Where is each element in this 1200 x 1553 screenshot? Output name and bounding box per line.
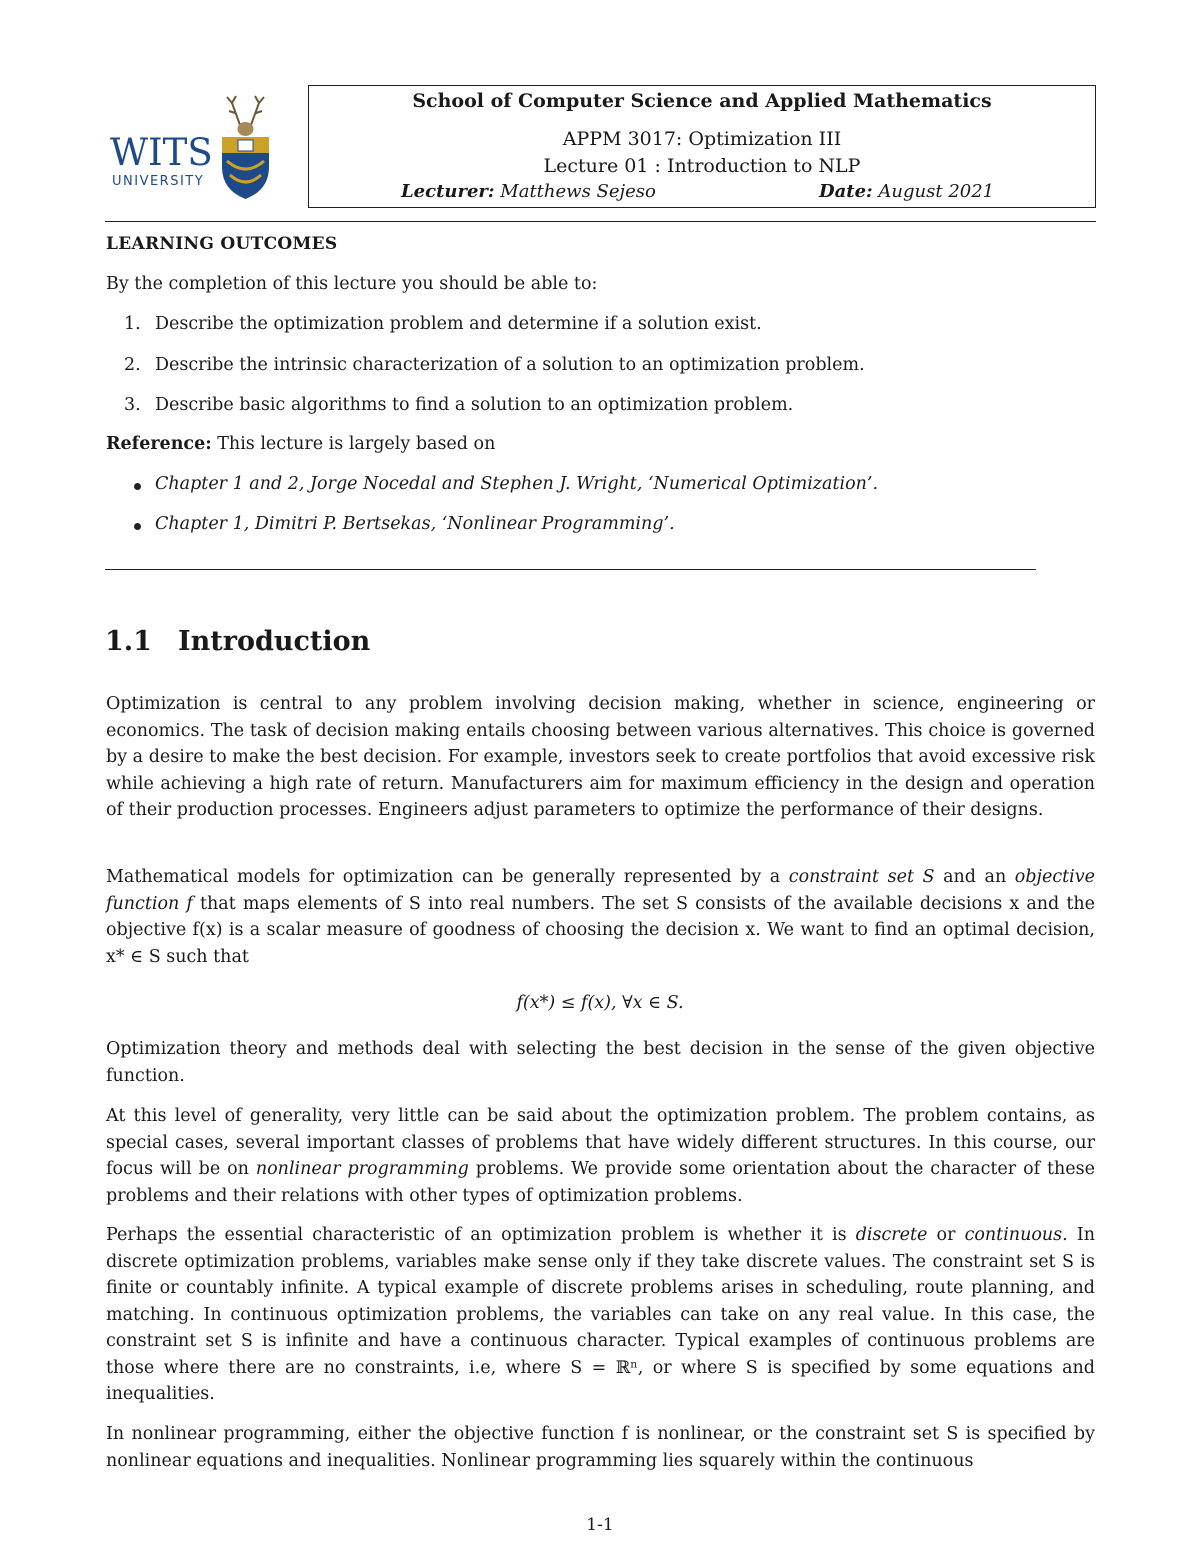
reference-line — [106, 431, 495, 458]
learning-outcomes-intro: By the completion of this lecture you should be able to: — [106, 274, 598, 294]
paragraph-5 — [106, 1222, 1095, 1408]
learning-outcomes-list — [124, 311, 865, 433]
text-run: that maps elements of S into real numbers. The set S consists of the available decisions x and the objective f(x) is a scalar measure of goodness of choosing the decision x. We want to find an optimal decision, x* ∈ S such that — [106, 893, 1096, 967]
reference-list — [124, 471, 878, 551]
page-number: 1-1 — [586, 1515, 614, 1535]
section-title: Introduction — [178, 626, 371, 657]
lecturer-label: Lecturer: — [401, 181, 495, 202]
paragraph-6: In nonlinear programming, either the objective function f is nonlinear, or the constraint set S is specified by nonlinear equations and inequalities. Nonlinear programming lies squarely within the continuous — [106, 1424, 1095, 1471]
display-equation: f(x*) ≤ f(x), ∀x ∈ S. — [516, 993, 684, 1013]
emphasis: nonlinear programming — [255, 1159, 469, 1179]
list-item-number: 2. — [124, 354, 141, 375]
date-line — [819, 179, 994, 206]
school-name: School of Computer Science and Applied Mathematics — [412, 90, 992, 112]
date-label: Date: — [819, 181, 873, 202]
emphasis: objective function f — [106, 867, 1095, 914]
text-run: Perhaps the essential characteristic of an optimization problem is whether it is — [106, 1225, 856, 1245]
reference-label: Reference: — [106, 434, 212, 454]
text-run: and an — [934, 867, 1015, 887]
wits-logo — [108, 95, 283, 200]
header-divider — [105, 221, 1096, 222]
bullet-icon — [134, 483, 141, 490]
section-number: 1.1 — [105, 626, 152, 657]
list-item — [124, 511, 878, 551]
lecturer-line — [401, 179, 656, 206]
paragraph-3: Optimization theory and methods deal with selecting the best decision in the sense of the given objective function. — [106, 1039, 1095, 1086]
bullet-icon — [134, 523, 141, 530]
reference-item: Chapter 1 and 2, Jorge Nocedal and Stephen J. Wright, ‘Numerical Optimization’. — [155, 474, 879, 494]
paragraph-2 — [106, 864, 1095, 970]
list-item — [124, 392, 865, 433]
list-item — [124, 311, 865, 352]
wits-crest-icon — [108, 95, 283, 200]
lecture-title: Lecture 01 : Introduction to NLP — [543, 155, 861, 177]
reference-item: Chapter 1, Dimitri P. Bertsekas, ‘Nonlinear Programming’. — [155, 514, 675, 534]
outcomes-divider — [105, 569, 1036, 570]
paragraph-4 — [106, 1103, 1095, 1209]
text-run: At this level of generality, very little can be said about the optimization problem. The problem contains, as special cases, several important classes of problems that have widely different structures. In this course, our focus will be on — [106, 1106, 1095, 1179]
text-run: or — [927, 1225, 965, 1245]
lecture-header-box — [308, 85, 1096, 208]
learning-outcomes-heading: LEARNING OUTCOMES — [106, 234, 338, 254]
course-title: APPM 3017: Optimization III — [562, 128, 842, 150]
list-item — [124, 471, 878, 511]
reference-text: This lecture is largely based on — [217, 434, 496, 454]
section-heading — [105, 625, 370, 659]
logo-university: UNIVERSITY — [112, 174, 205, 189]
paragraph-1: Optimization is central to any problem involving decision making, whether in science, engineering or economics. The task of decision making entails choosing between various alternatives. This choice is governed by a desire to make the best decision. For example, investors seek to create portfolios that avoid excessive risk while achieving a high rate of return. Manufacturers aim for maximum efficiency in the design and operation of their production processes. Engineers adjust parameters to optimize the performance of their designs. — [106, 694, 1095, 820]
lecturer-name: Matthews Sejeso — [500, 181, 656, 202]
list-item-text: Describe the optimization problem and determine if a solution exist. — [155, 314, 762, 334]
logo-wordmark: WITS — [110, 131, 213, 174]
list-item-text: Describe basic algorithms to find a solution to an optimization problem. — [155, 395, 794, 415]
list-item-number: 1. — [124, 314, 141, 334]
text-run: Mathematical models for optimization can be generally represented by a — [106, 867, 789, 887]
list-item-number: 3. — [124, 395, 141, 415]
list-item-text: Describe the intrinsic characterization of a solution to an optimization problem. — [155, 354, 865, 375]
date-value: August 2021 — [878, 181, 995, 202]
text-run: problems. We provide some orientation about the character of these problems and their relations with other types of optimization problems. — [106, 1159, 1095, 1206]
emphasis: discrete — [855, 1225, 928, 1245]
list-item — [124, 352, 865, 393]
emphasis: continuous — [964, 1225, 1063, 1245]
text-run: . In discrete optimization problems, variables make sense only if they take discrete values. The constraint set S is finite or countably infinite. A typical example of discrete problems arises in scheduling, route planning, and matching. In continuous optimization problems, the variables can take on any real value. In this case, the constraint set S is infinite and have a continuous character. Typical examples of continuous problems are those where there are no constraints, i.e, where S = ℝⁿ, or where S is specified by some equations and inequalities. — [106, 1225, 1095, 1404]
emphasis: constraint set S — [788, 867, 935, 887]
